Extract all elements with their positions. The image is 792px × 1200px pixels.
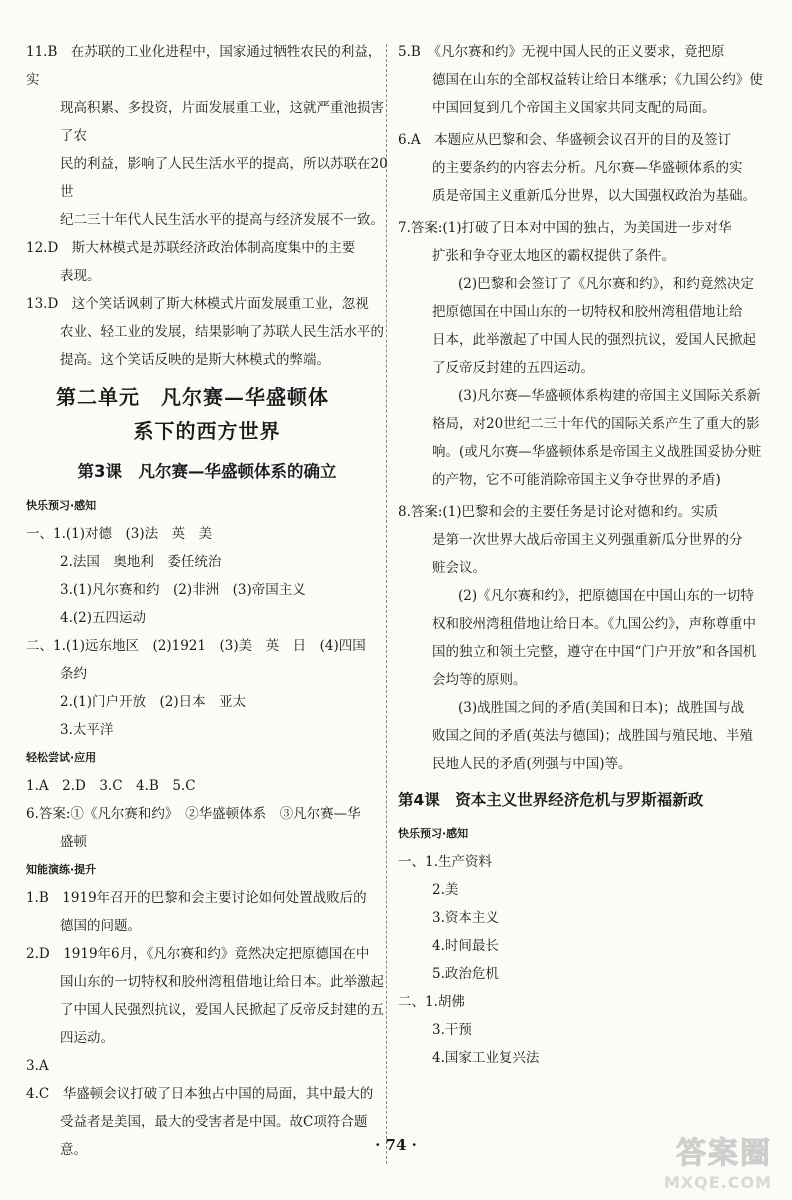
text-line: 6.答案:①《凡尔赛和约》 ②华盛顿体系 ③凡尔赛—华 xyxy=(26,806,361,822)
text-line: 7.答案:(1)打破了日本对中国的独占，为美国进一步对华 xyxy=(398,220,732,236)
text-line: 了中国人民强烈抗议，爱国人民掀起了反帝反封建的五 xyxy=(60,1002,384,1018)
text-line: 1.B 1919年召开的巴黎和会主要讨论如何处置战败后的 xyxy=(26,890,367,906)
text-line: 5.B 《凡尔赛和约》无视中国人民的正义要求，竟把原 xyxy=(398,44,725,60)
watermark-url: MXQE.COM xyxy=(663,1173,772,1192)
text-line: (2)巴黎和会签订了《凡尔赛和约》，和约竟然决定 xyxy=(458,276,754,292)
text-line: 6.A 本题应从巴黎和会、华盛顿会议召开的目的及签订 xyxy=(398,132,732,148)
answer-5 xyxy=(398,38,770,122)
text-line: 3.资本主义 xyxy=(432,910,499,926)
text-line: 一、1.(1)对德 (3)法 英 美 xyxy=(26,526,213,542)
text-line: 权和胶州湾租借地让给日本。《九国公约》，声称尊重中 xyxy=(432,616,756,632)
text-line: (2)《凡尔赛和约》，把原德国在中国山东的一切特 xyxy=(458,588,754,604)
text-line: 3.干预 xyxy=(432,1022,472,1038)
text-line: 赃会议。 xyxy=(432,560,486,576)
watermark-logo xyxy=(626,1128,776,1192)
text-line: 把原德国在中国山东的一切特权和胶州湾租借地让给 xyxy=(432,304,743,320)
text-line: 的主要条约的内容去分析。凡尔赛—华盛顿体系的实 xyxy=(432,160,743,176)
page-number: · 74 · xyxy=(375,1136,417,1154)
text-line: 提高。这个笑话反映的是斯大林模式的弊端。 xyxy=(60,352,330,368)
text-line: 农业、轻工业的发展，结果影响了苏联人民生活水平的 xyxy=(60,324,384,340)
text-line: 4.C 华盛顿会议打破了日本独占中国的局面，其中最大的 xyxy=(26,1086,374,1102)
text-line: 质是帝国主义重新瓜分世界，以大国强权政治为基础。 xyxy=(432,188,756,204)
text-line: 11.B 在苏联的工业化进程中，国家通过牺牲农民的利益，实 xyxy=(26,44,382,88)
answer-12 xyxy=(26,234,388,290)
text-line: 4.(2)五四运动 xyxy=(60,610,147,626)
section-heading: 快乐预习·感知 xyxy=(398,827,469,840)
text-line: 4.时间最长 xyxy=(432,938,499,954)
unit-title-line: 第二单元 凡尔赛—华盛顿体 xyxy=(56,385,329,409)
text-line: (3)战胜国之间的矛盾(美国和日本)；战胜国与战 xyxy=(458,700,745,716)
text-line: 是第一次世界大战后帝国主义列强重新瓜分世界的分 xyxy=(432,532,743,548)
text-line: 2.D 1919年6月，《凡尔赛和约》竟然决定把原德国在中 xyxy=(26,946,370,962)
unit-title-line: 系下的西方世界 xyxy=(133,419,281,443)
text-line: 民地人民的矛盾(列强与中国)等。 xyxy=(432,756,632,772)
text-line: 败国之间的矛盾(英法与德国)；战胜国与殖民地、半殖 xyxy=(432,728,754,744)
text-line: 中国回复到几个帝国主义国家共同支配的局面。 xyxy=(432,100,716,116)
text-line: 8.答案:(1)巴黎和会的主要任务是讨论对德和约。实质 xyxy=(398,504,719,520)
text-line: 1.A 2.D 3.C 4.B 5.C xyxy=(26,778,196,794)
section-heading: 轻松尝试·应用 xyxy=(26,751,97,764)
text-line: 德国的问题。 xyxy=(60,918,141,934)
text-line: 二、1.(1)远东地区 (2)1921 (3)美 英 日 (4)四国 xyxy=(26,638,366,654)
text-line: 现高积累、多投资，片面发展重工业，这就严重池损害了农 xyxy=(60,100,384,144)
text-line: 民的利益，影响了人民生活水平的提高，所以苏联在20世 xyxy=(60,156,388,200)
text-line: 日本，此举激起了中国人民的强烈抗议，爱国人民掀起 xyxy=(432,332,756,348)
text-line: 纪二三十年代人民生活水平的提高与经济发展不一致。 xyxy=(60,212,384,228)
answer-11 xyxy=(26,38,388,234)
text-line: 响。(或凡尔赛—华盛顿体系是帝国主义战胜国妥协分赃 xyxy=(432,444,762,460)
text-line: 二、1.胡佛 xyxy=(398,994,465,1010)
text-line: 一、1.生产资料 xyxy=(398,854,492,870)
text-line: 2.(1)门户开放 (2)日本 亚太 xyxy=(60,694,247,710)
text-line: 扩张和争夺亚太地区的霸权提供了条件。 xyxy=(432,248,675,264)
text-line: 13.D 这个笑话讽刺了斯大林模式片面发展重工业，忽视 xyxy=(26,296,369,312)
unit-title xyxy=(26,380,388,448)
section-heading: 知能演练·提升 xyxy=(26,863,97,876)
text-line: 会均等的原则。 xyxy=(432,672,527,688)
text-line: 条约 xyxy=(60,666,87,682)
text-line: 了反帝反封建的五四运动。 xyxy=(432,360,594,376)
answer-8 xyxy=(398,498,770,778)
text-line: 国的独立和领土完整，遵守在中国“门户开放”和各国机 xyxy=(432,644,757,660)
text-line: 2.美 xyxy=(432,882,459,898)
text-line: 受益者是美国，最大的受害者是中国。故C项符合题意。 xyxy=(60,1114,368,1158)
text-line: 表现。 xyxy=(60,268,101,284)
left-column xyxy=(26,38,388,1164)
text-line: 2.法国 奥地利 委任统治 xyxy=(60,554,222,570)
text-line: 12.D 斯大林模式是苏联经济政治体制高度集中的主要 xyxy=(26,240,356,256)
text-line: 格局，对20世纪二三十年代的国际关系产生了重大的影 xyxy=(432,416,760,432)
lesson-title: 第4课 资本主义世界经济危机与罗斯福新政 xyxy=(398,791,704,809)
right-column xyxy=(398,38,770,1072)
text-line: 3.(1)凡尔赛和约 (2)非洲 (3)帝国主义 xyxy=(60,582,306,598)
text-line: 德国在山东的全部权益转让给日本继承；《九国公约》使 xyxy=(432,72,763,88)
lesson-title: 第3课 凡尔赛—华盛顿体系的确立 xyxy=(77,462,337,481)
text-line: 盛顿 xyxy=(60,834,87,850)
watermark-text: 答案圈 xyxy=(676,1136,772,1171)
section-heading: 快乐预习·感知 xyxy=(26,499,97,512)
text-line: 5.政治危机 xyxy=(432,966,499,982)
text-line: 3.A xyxy=(26,1058,49,1074)
text-line: 的产物，它不可能消除帝国主义争夺世界的矛盾) xyxy=(432,472,721,488)
answer-7 xyxy=(398,214,770,494)
answer-6 xyxy=(398,126,770,210)
text-line: 四运动。 xyxy=(60,1030,114,1046)
text-line: 国山东的一切特权和胶州湾租借地让给日本。此举激起 xyxy=(60,974,384,990)
text-line: 3.太平洋 xyxy=(60,722,114,738)
text-line: 4.国家工业复兴法 xyxy=(432,1050,540,1066)
answer-13 xyxy=(26,290,388,374)
text-line: (3)凡尔赛—华盛顿体系构建的帝国主义国际关系新 xyxy=(458,388,761,404)
